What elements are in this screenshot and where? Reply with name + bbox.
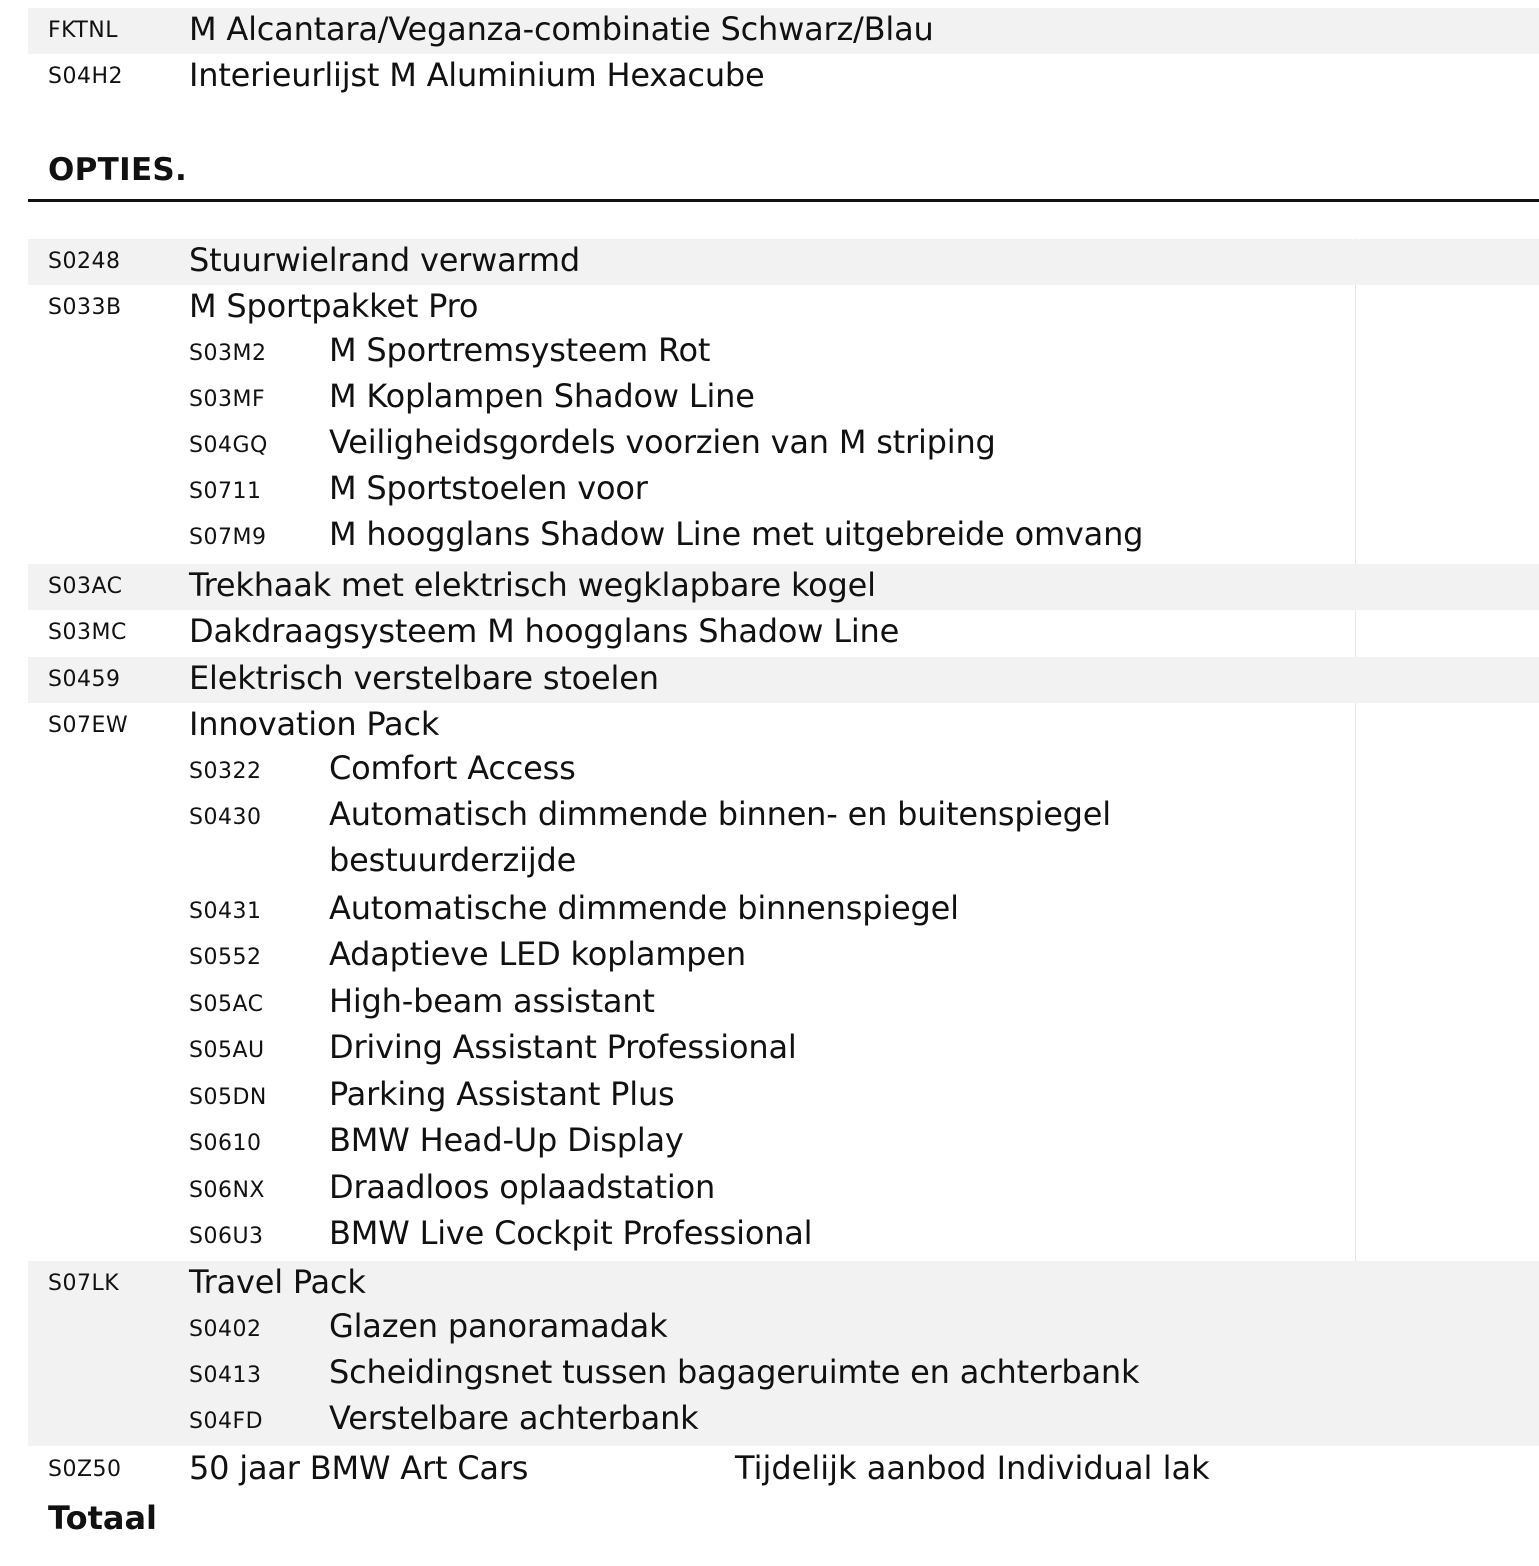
option-row — [28, 657, 1539, 703]
sub-option-code: S06NX — [189, 1178, 265, 1203]
sub-option-code: S0322 — [189, 759, 262, 784]
sub-option-row — [28, 1353, 1539, 1399]
option-code: S033B — [48, 295, 122, 320]
sub-option-row — [28, 1399, 1539, 1445]
option-code: S07EW — [48, 713, 129, 738]
sub-option-row — [28, 935, 1539, 981]
option-row — [28, 703, 1539, 749]
option-package-block — [28, 285, 1539, 563]
option-code: S0248 — [48, 249, 121, 274]
sub-option-description: Verstelbare achterbank — [329, 1399, 699, 1437]
sub-option-code: S0431 — [189, 899, 262, 924]
sub-option-code: S05AU — [189, 1038, 265, 1063]
sub-option-row — [28, 1214, 1539, 1260]
interior-row — [28, 8, 1539, 54]
total-label: Totaal — [48, 1499, 158, 1537]
sub-option-row — [28, 377, 1539, 423]
sub-option-code: S05DN — [189, 1085, 267, 1110]
sub-option-code: S03M2 — [189, 341, 267, 366]
sub-option-code: S04GQ — [189, 433, 268, 458]
option-row — [28, 285, 1539, 331]
option-description: M Sportpakket Pro — [189, 287, 479, 325]
sub-option-description: Automatisch dimmende binnen- en buitenspiegel bestuurderzijde — [329, 795, 1111, 879]
sub-option-code: S0610 — [189, 1131, 262, 1156]
option-description: Travel Pack — [189, 1263, 366, 1301]
option-row — [28, 1447, 1539, 1493]
sub-option-row — [28, 1121, 1539, 1167]
option-code: S04H2 — [48, 64, 123, 89]
sub-option-description: Scheidingsnet tussen bagageruimte en achterbank — [329, 1353, 1140, 1391]
option-code: S03AC — [48, 574, 123, 599]
sub-option-code: S0413 — [189, 1363, 262, 1388]
sub-option-code: S0430 — [189, 805, 262, 830]
sub-option-description: M hoogglans Shadow Line met uitgebreide omvang — [329, 515, 1144, 553]
option-description: 50 jaar BMW Art Cars — [189, 1449, 529, 1487]
option-note: Tijdelijk aanbod Individual lak — [735, 1449, 1210, 1487]
section-heading: OPTIES. — [48, 152, 188, 188]
sub-option-row — [28, 795, 1539, 887]
sub-option-description: High-beam assistant — [329, 982, 655, 1020]
sub-option-description: Glazen panoramadak — [329, 1307, 668, 1345]
sub-option-row — [28, 982, 1539, 1028]
sub-option-code: S07M9 — [189, 525, 267, 550]
option-code: FKTNL — [48, 18, 119, 43]
option-code: S0459 — [48, 667, 121, 692]
sub-option-row — [28, 1168, 1539, 1214]
sub-option-description: M Sportremsysteem Rot — [329, 331, 711, 369]
sub-option-description: Draadloos oplaadstation — [329, 1168, 716, 1206]
sub-option-code: S06U3 — [189, 1224, 264, 1249]
option-package-block — [28, 703, 1539, 1261]
option-description: Interieurlijst M Aluminium Hexacube — [189, 56, 765, 94]
option-row — [28, 610, 1539, 656]
option-code: S07LK — [48, 1271, 120, 1296]
sub-option-row — [28, 1307, 1539, 1353]
sub-option-description: Automatische dimmende binnenspiegel — [329, 889, 959, 927]
sub-option-description: Veiligheidsgordels voorzien van M striping — [329, 423, 996, 461]
sub-option-row — [28, 515, 1539, 561]
sub-option-description: Parking Assistant Plus — [329, 1075, 675, 1113]
sub-option-row — [28, 331, 1539, 377]
sub-option-code: S0402 — [189, 1317, 262, 1342]
option-row — [28, 564, 1539, 610]
sub-option-code: S03MF — [189, 387, 266, 412]
option-code: S0Z50 — [48, 1457, 122, 1482]
option-row — [28, 239, 1539, 285]
option-description: Innovation Pack — [189, 705, 440, 743]
sub-option-description: M Koplampen Shadow Line — [329, 377, 755, 415]
option-description: Dakdraagsysteem M hoogglans Shadow Line — [189, 612, 900, 650]
sub-option-description: Adaptieve LED koplampen — [329, 935, 746, 973]
sub-option-code: S04FD — [189, 1409, 264, 1434]
option-code: S03MC — [48, 620, 127, 645]
sub-option-row — [28, 1075, 1539, 1121]
sub-option-row — [28, 423, 1539, 469]
option-row — [28, 1261, 1539, 1307]
sub-option-row — [28, 1028, 1539, 1074]
interior-row — [28, 54, 1539, 100]
section-divider — [28, 199, 1539, 202]
sub-option-description: BMW Head-Up Display — [329, 1121, 684, 1159]
sub-option-description: Driving Assistant Professional — [329, 1028, 797, 1066]
sub-option-code: S05AC — [189, 992, 264, 1017]
sub-option-code: S0711 — [189, 479, 262, 504]
option-description: M Alcantara/Veganza-combinatie Schwarz/Blau — [189, 10, 934, 48]
option-package-block — [28, 1261, 1539, 1446]
sub-option-row — [28, 469, 1539, 515]
sub-option-description: Comfort Access — [329, 749, 576, 787]
sub-option-code: S0552 — [189, 945, 262, 970]
sub-option-description: M Sportstoelen voor — [329, 469, 648, 507]
sub-option-row — [28, 749, 1539, 795]
option-description: Elektrisch verstelbare stoelen — [189, 659, 659, 697]
sub-option-description: BMW Live Cockpit Professional — [329, 1214, 813, 1252]
option-description: Trekhaak met elektrisch wegklapbare kogel — [189, 566, 876, 604]
option-description: Stuurwielrand verwarmd — [189, 241, 580, 279]
sub-option-row — [28, 889, 1539, 935]
